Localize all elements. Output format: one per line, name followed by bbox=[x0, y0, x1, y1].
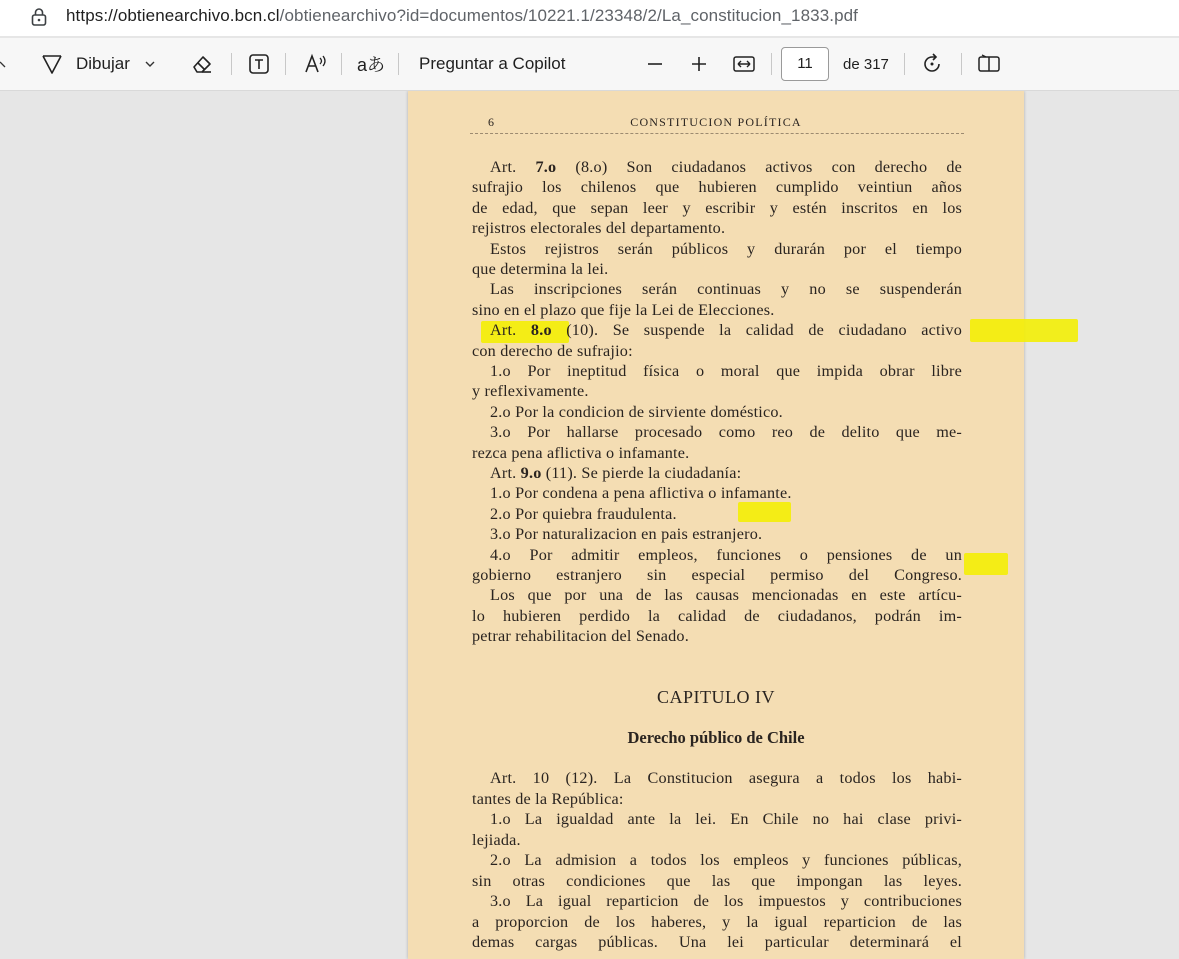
article-number: 9.o bbox=[520, 464, 542, 482]
article-number: 7.o bbox=[535, 158, 557, 176]
text-line: lejiada. bbox=[472, 830, 521, 849]
read-aloud-button[interactable] bbox=[303, 38, 329, 90]
text-line: demas cargas públicas. Una lei particular determinará el bbox=[472, 933, 962, 951]
rotate-icon bbox=[921, 53, 943, 75]
url-host: https://obtienearchivo.bcn.cl bbox=[66, 6, 280, 25]
article-text: (11). Se pierde la ciudadanía: bbox=[541, 464, 742, 482]
page-number-input[interactable]: 11 bbox=[781, 47, 829, 81]
text-line: lo hubieren perdido la calidad de ciudadanos, podrán im- bbox=[472, 606, 962, 625]
text-line: 4.o Por admitir empleos, funciones o pensiones de un bbox=[490, 545, 962, 564]
eraser-icon bbox=[190, 52, 214, 76]
toolbar-divider bbox=[231, 53, 232, 75]
page-view-button[interactable] bbox=[977, 38, 1001, 90]
article-number: 8.o bbox=[530, 321, 552, 340]
text-line: 2.o Por la condicion de sirviente doméstico. bbox=[490, 402, 783, 421]
text-line: 1.o Por ineptitud física o moral que impida obrar libre bbox=[490, 362, 962, 380]
article-prefix: Art. bbox=[490, 158, 536, 176]
draw-button[interactable] bbox=[40, 38, 156, 90]
toolbar-divider bbox=[398, 53, 399, 75]
url-text[interactable] bbox=[66, 6, 858, 26]
text-line: Las inscripciones serán continuas y no se suspenderán bbox=[490, 280, 962, 299]
running-title: CONSTITUCION POLÍTICA bbox=[630, 115, 802, 129]
toolbar-divider bbox=[341, 53, 342, 75]
highlight-mark[interactable] bbox=[964, 553, 1008, 575]
text-line: con derecho de sufrajio: bbox=[472, 341, 633, 360]
highlight-mark[interactable] bbox=[970, 319, 1078, 342]
address-bar bbox=[0, 0, 1179, 36]
draw-icon bbox=[40, 52, 64, 76]
draw-label: Dibujar bbox=[76, 54, 130, 73]
text-line: petrar rehabilitacion del Senado. bbox=[472, 627, 689, 646]
text-line: 2.o La admision a todos los empleos y funciones públicas, bbox=[490, 851, 962, 869]
text-line: 3.o La igual reparticion de los impuestos y contribuciones bbox=[490, 892, 962, 910]
text-line: 1.o La igualdad ante la lei. En Chile no hai clase privi- bbox=[490, 810, 962, 828]
chevron-down-icon bbox=[144, 58, 156, 70]
two-page-view-icon bbox=[977, 54, 1001, 74]
ask-copilot-button[interactable] bbox=[419, 38, 565, 90]
toolbar-divider bbox=[771, 53, 772, 75]
zoom-in-button[interactable] bbox=[690, 38, 708, 90]
text-line: de edad, que sepan leer y escribir y estén inscritos en los bbox=[472, 198, 962, 217]
text-line: Art. 10 (12). La Constitucion asegura a todos los habi- bbox=[490, 769, 962, 787]
page-number: 6 bbox=[488, 115, 496, 129]
more-dropdown-chevron-icon[interactable] bbox=[0, 38, 10, 90]
text-line: Los que por una de las causas mencionadas en este artícu- bbox=[490, 586, 962, 605]
article-text: (8.o) Son ciudadanos activos con derecho de bbox=[556, 158, 962, 176]
text-line: a proporcion de los haberes, y la igual reparticion de las bbox=[472, 912, 962, 931]
translate-button[interactable] bbox=[357, 38, 385, 90]
total-pages: de 317 bbox=[843, 55, 889, 73]
toolbar-divider bbox=[961, 53, 962, 75]
article-text: (10). Se suspende la calidad de ciudadano activo bbox=[551, 321, 963, 340]
text-line: y reflexivamente. bbox=[472, 382, 589, 401]
article-prefix: Art. bbox=[490, 321, 531, 340]
minus-icon bbox=[646, 55, 664, 73]
read-aloud-icon bbox=[303, 52, 329, 76]
text-line: gobierno estranjero sin especial permiso del Congreso. bbox=[472, 566, 962, 584]
text-line: Estos rejistros serán públicos y durarán por el tiempo bbox=[490, 239, 962, 258]
text-line: que determina la lei. bbox=[472, 260, 609, 278]
text-line: rejistros electorales del departamento. bbox=[472, 219, 726, 238]
text-line bbox=[490, 157, 962, 177]
ask-copilot-label: Preguntar a Copilot bbox=[419, 54, 566, 73]
fit-width-button[interactable] bbox=[733, 38, 755, 90]
article-prefix: Art. bbox=[490, 464, 521, 482]
url-path: /obtienearchivo?id=documentos/10221.1/23348/2/La_constitucion_1833.pdf bbox=[279, 6, 858, 25]
url-field[interactable] bbox=[0, 0, 1179, 34]
text-line: sufrajio los chilenos que hubieren cumplido veintiun años bbox=[472, 178, 962, 197]
text-line bbox=[490, 320, 962, 340]
fit-width-icon bbox=[733, 55, 755, 73]
text-line: rezca pena aflictiva o infamante. bbox=[472, 443, 690, 462]
toolbar-divider bbox=[904, 53, 905, 75]
text-line: 1.o Por condena a pena aflictiva o infamante. bbox=[490, 484, 792, 503]
plus-icon bbox=[690, 55, 708, 73]
text-line: 3.o Por hallarse procesado como reo de delito que me- bbox=[490, 423, 962, 442]
pdf-viewer[interactable] bbox=[0, 91, 1179, 959]
text-line: tantes de la República: bbox=[472, 789, 624, 808]
eraser-button[interactable] bbox=[190, 38, 214, 90]
rotate-button[interactable] bbox=[921, 38, 943, 90]
text-line bbox=[490, 463, 962, 483]
text-line: 2.o Por quiebra fraudulenta. bbox=[490, 504, 677, 523]
translate-icon: aあ bbox=[357, 55, 386, 75]
header-rule bbox=[470, 133, 964, 134]
chapter-heading: CAPITULO IV bbox=[657, 687, 775, 707]
text-line: sin otras condiciones que las que impongan las leyes. bbox=[472, 871, 962, 890]
text-line: sino en el plazo que fije la Lei de Elecciones. bbox=[472, 300, 775, 319]
pdf-toolbar bbox=[0, 38, 1179, 91]
text-line: 3.o Por naturalizacion en pais estranjero. bbox=[490, 525, 763, 544]
add-text-button[interactable] bbox=[247, 38, 271, 90]
chapter-subtitle: Derecho público de Chile bbox=[627, 728, 805, 747]
pdf-page bbox=[408, 91, 1024, 959]
toolbar-divider bbox=[285, 53, 286, 75]
zoom-out-button[interactable] bbox=[646, 38, 664, 90]
text-box-icon bbox=[247, 52, 271, 76]
lock-icon[interactable] bbox=[30, 7, 48, 27]
